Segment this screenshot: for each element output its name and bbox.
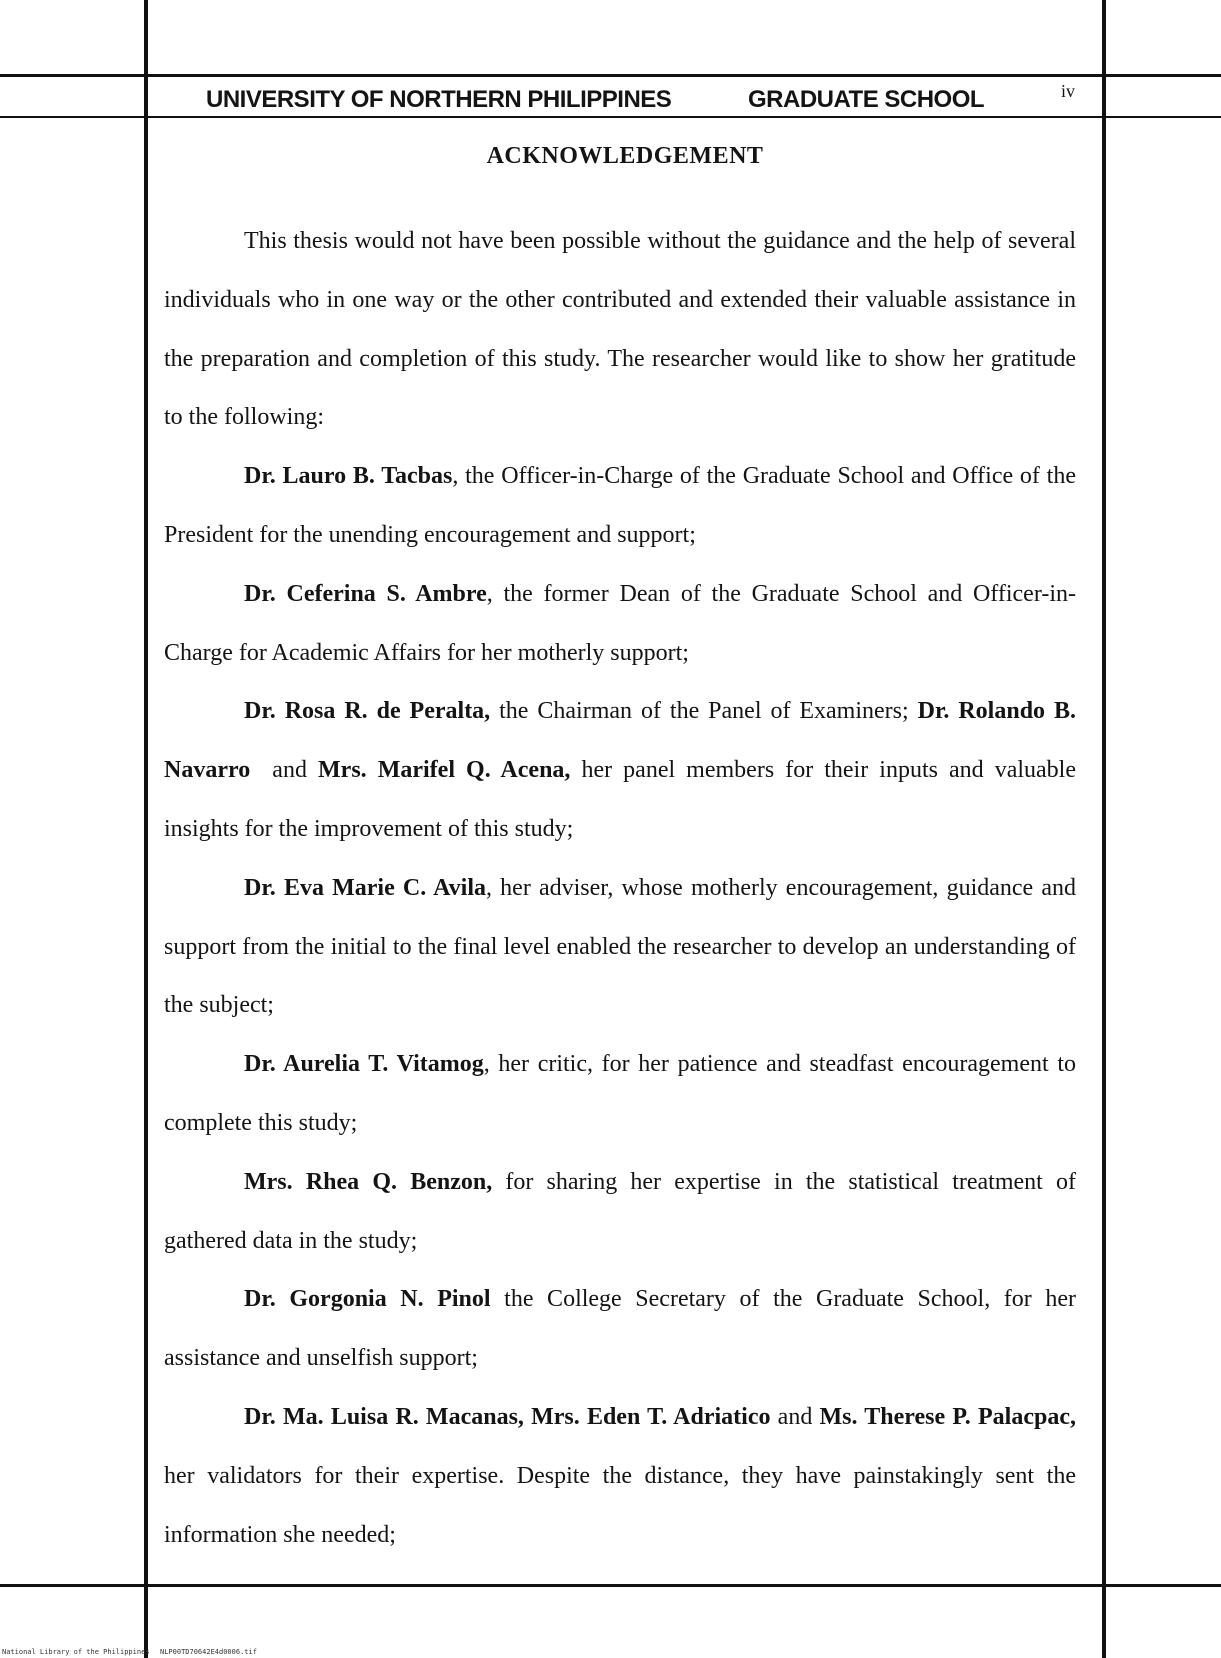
paragraph-validators: [164, 1388, 1076, 1564]
paragraph-text: This thesis would not have been possible without the guidance and the help of several individuals who in one way or the other contributed and extended their valuable assistance in the preparation and completion of this study. The researcher would like to show her gratitude to the following:: [164, 228, 1076, 431]
paragraph-adviser: [164, 859, 1076, 1035]
person-name: Mrs. Rhea Q. Benzon,: [244, 1168, 493, 1195]
person-name: Dr. Rosa R. de Peralta,: [244, 698, 491, 725]
paragraph-text: her panel members for their inputs and valuable insights for the improvement of this study;: [164, 757, 1076, 842]
page-border-right: [1102, 0, 1106, 1658]
footer-filename: NLP00TD70642E4d0006.tif: [160, 1648, 257, 1656]
page-header: [148, 81, 1102, 116]
person-name: Dr. Gorgonia N. Pinol: [244, 1286, 491, 1313]
paragraph-text: , her critic, for her patience and steadfast encouragement to complete this study;: [164, 1051, 1076, 1136]
person-name: Dr. Aurelia T. Vitamog: [244, 1051, 484, 1078]
paragraph-text: , the Officer-in-Charge of the Graduate School and Office of the President for the unending encouragement and support;: [164, 463, 1076, 548]
paragraph-tacbas: [164, 447, 1076, 565]
paragraph-text: and: [770, 1403, 820, 1430]
paragraph-text: and: [250, 757, 319, 784]
page-number: iv: [1061, 81, 1076, 101]
person-name: Dr. Eva Marie C. Avila: [244, 874, 486, 901]
person-name: Dr. Rolando B. Navarro: [164, 698, 1076, 784]
person-name: Dr. Ma. Luisa R. Macanas, Mrs. Eden T. Adriatico: [244, 1403, 771, 1430]
paragraph-critic: [164, 1035, 1076, 1153]
person-name: Ms. Therese P. Palacpac,: [819, 1403, 1076, 1430]
page-title: ACKNOWLEDGEMENT: [486, 143, 764, 169]
footer-library: National Library of the Philippines: [2, 1648, 150, 1656]
paragraph-ambre: [164, 565, 1076, 683]
acknowledgement-body: [164, 212, 1076, 1564]
person-name: Mrs. Marifel Q. Acena,: [318, 757, 571, 784]
paragraph-text: , her adviser, whose motherly encouragement, guidance and support from the initial to the final level enabled the researcher to develop an understanding of the subject;: [164, 874, 1077, 1019]
paragraph-text: the Chairman of the Panel of Examiners;: [490, 698, 918, 725]
paragraph-text: , the former Dean of the Graduate School and Officer-in-Charge for Academic Affairs for her motherly support;: [164, 580, 1076, 666]
intro-paragraph: [164, 212, 1076, 447]
paragraph-secretary: [164, 1270, 1076, 1388]
page-border-left: [144, 0, 148, 1658]
person-name: Dr. Ceferina S. Ambre: [244, 580, 487, 607]
paragraph-panel: [164, 682, 1076, 858]
header-rule-top: [0, 74, 1221, 77]
person-name: Dr. Lauro B. Tacbas: [244, 463, 453, 490]
paragraph-statistician: [164, 1153, 1076, 1271]
paragraph-text: for sharing her expertise in the statistical treatment of gathered data in the study;: [164, 1168, 1076, 1254]
header-school: GRADUATE SCHOOL: [748, 86, 985, 113]
header-university: UNIVERSITY OF NORTHERN PHILIPPINES: [206, 86, 672, 113]
paragraph-text: her validators for their expertise. Despite the distance, they have painstakingly sent the information she needed;: [164, 1462, 1076, 1548]
header-rule-bottom: [0, 116, 1221, 118]
footer-rule: [0, 1584, 1221, 1587]
paragraph-text: the College Secretary of the Graduate School, for her assistance and unselfish support;: [164, 1286, 1076, 1372]
